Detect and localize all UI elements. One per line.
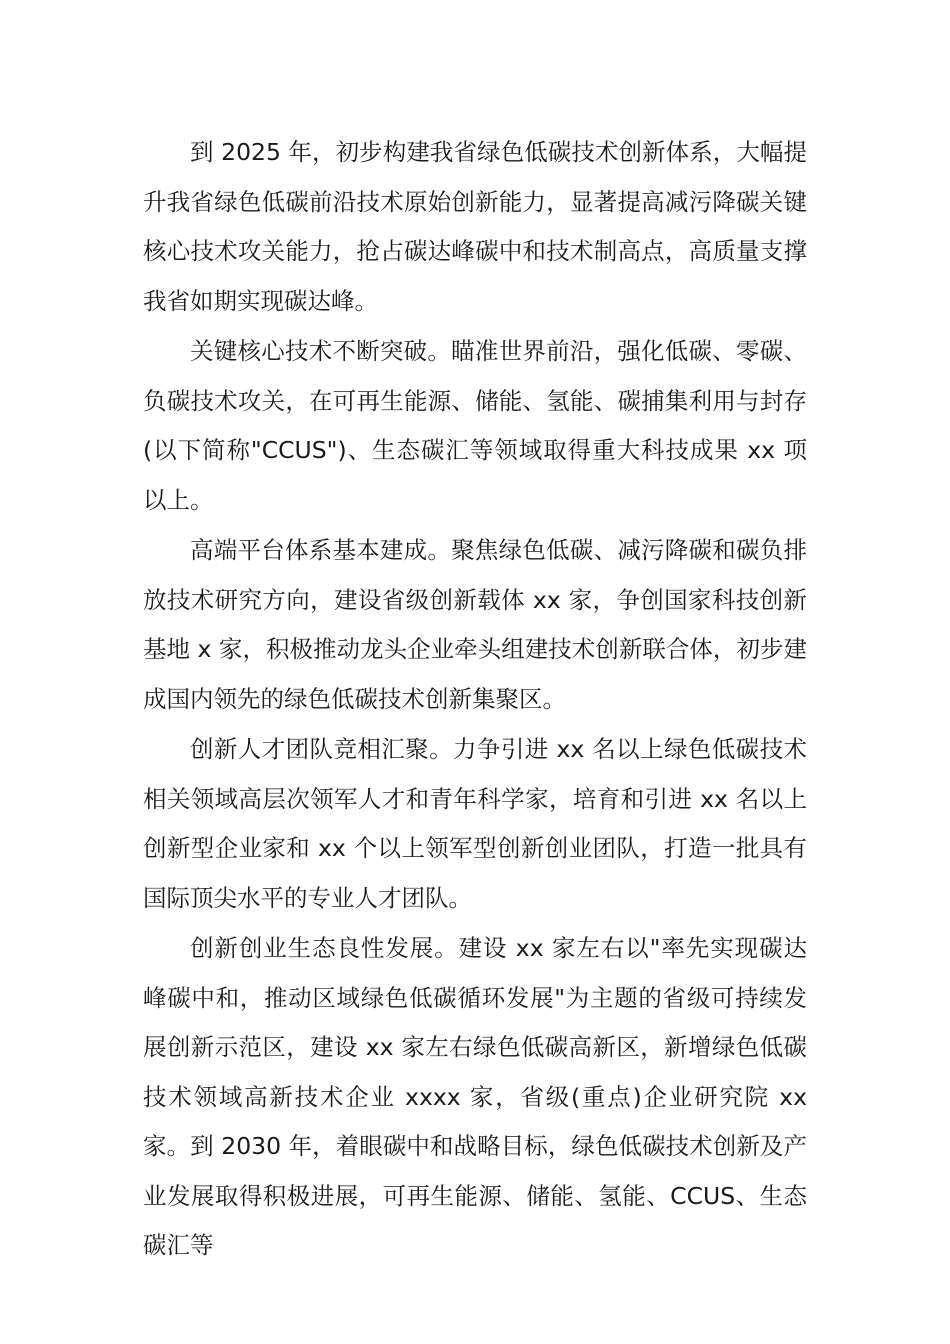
paragraph-5: 创新创业生态良性发展。建设 xx 家左右以"率先实现碳达峰碳中和，推动区域绿色低碳循环发展"为主题的省级可持续发展创新示范区，建设 xx 家左右绿色低碳高新区，新增绿色低碳技术领域高新技术企业 xxxx 家，省级(重点)企业研究院 xx 家。到 2030 年，着眼碳中和战略目标，绿色低碳技术创新及产业发展取得积极进展，可再生能源、储能、氢能、CCUS、生态碳汇等 — [143, 934, 807, 1259]
paragraph-1: 到 2025 年，初步构建我省绿色低碳技术创新体系，大幅提升我省绿色低碳前沿技术原始创新能力，显著提高减污降碳关键核心技术攻关能力，抢占碳达峰碳中和技术制高点，高质量支撑我省如期实现碳达峰。 — [143, 138, 807, 315]
document-page — [143, 128, 807, 1272]
paragraph-3: 高端平台体系基本建成。聚焦绿色低碳、减污降碳和碳负排放技术研究方向，建设省级创新载体 xx 家，争创国家科技创新基地 x 家，积极推动龙头企业牵头组建技术创新联合体，初步建成国内领先的绿色低碳技术创新集聚区。 — [143, 536, 807, 713]
paragraph-4: 创新人才团队竞相汇聚。力争引进 xx 名以上绿色低碳技术相关领域高层次领军人才和青年科学家，培育和引进 xx 名以上创新型企业家和 xx 个以上领军型创新创业团队，打造一批具有国际顶尖水平的专业人才团队。 — [143, 735, 807, 912]
paragraph-2: 关键核心技术不断突破。瞄准世界前沿，强化低碳、零碳、负碳技术攻关，在可再生能源、储能、氢能、碳捕集利用与封存(以下简称"CCUS")、生态碳汇等领域取得重大科技成果 xx 项以上。 — [143, 337, 807, 514]
